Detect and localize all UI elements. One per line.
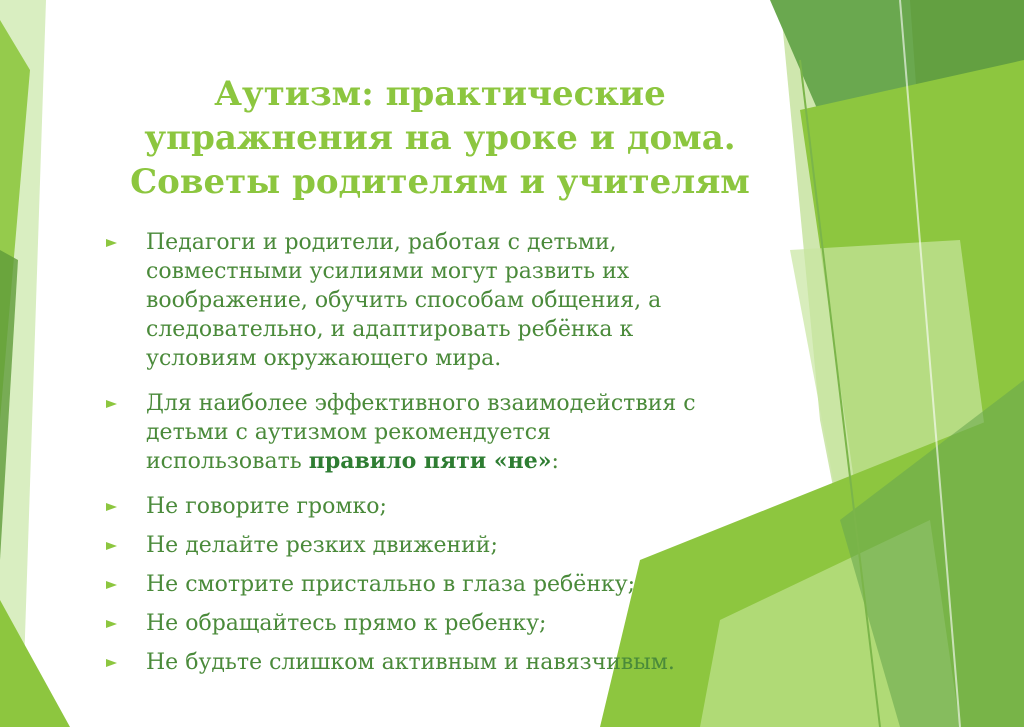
title-line: Аутизм: практические (214, 74, 666, 114)
bullet-arrow-icon (106, 503, 117, 511)
bullet-text (146, 389, 740, 476)
bullet-text: Не будьте слишком активным и навязчивым. (146, 650, 675, 675)
title-line: Советы родителям и учителям (130, 162, 750, 202)
bullet-arrow-icon (106, 542, 117, 550)
bullet-item (100, 492, 740, 521)
bullet-item (100, 648, 740, 677)
bullet-line: воображение, обучить способам общения, а (146, 288, 662, 313)
bullet-line: совместными усилиями могут развить их (146, 259, 630, 284)
bullet-list (100, 228, 740, 687)
bullet-item (100, 609, 740, 638)
bullet-text: Не смотрите пристально в глаза ребёнку; (146, 572, 636, 597)
bullet-arrow-icon (106, 239, 117, 247)
bullet-line: детьми с аутизмом рекомендуется (146, 420, 551, 445)
bullet-line-prefix: использовать (146, 449, 309, 474)
bullet-line: Педагоги и родители, работая с детьми, (146, 230, 617, 255)
bullet-text (146, 228, 740, 373)
bullet-line-suffix: : (551, 449, 559, 474)
bullet-item (100, 531, 740, 560)
bullet-item (100, 389, 740, 476)
title-line: упражнения на уроке и дома. (144, 118, 736, 158)
bullet-line: Для наиболее эффективного взаимодействия с (146, 391, 696, 416)
bullet-text: Не обращайтесь прямо к ребенку; (146, 611, 547, 636)
bullet-arrow-icon (106, 581, 117, 589)
bullet-line: следовательно, и адаптировать ребёнка к (146, 317, 634, 342)
bullet-arrow-icon (106, 620, 117, 628)
bullet-arrow-icon (106, 400, 117, 408)
bullet-arrow-icon (106, 659, 117, 667)
bullet-text: Не говорите громко; (146, 494, 387, 519)
bullet-text: Не делайте резких движений; (146, 533, 498, 558)
bullet-line: условиям окружающего мира. (146, 346, 502, 371)
bullet-item (100, 570, 740, 599)
bullet-bold-rule: правило пяти «не» (308, 448, 552, 474)
slide-title (120, 72, 760, 204)
bullet-line (146, 447, 740, 476)
bullet-item (100, 228, 740, 373)
